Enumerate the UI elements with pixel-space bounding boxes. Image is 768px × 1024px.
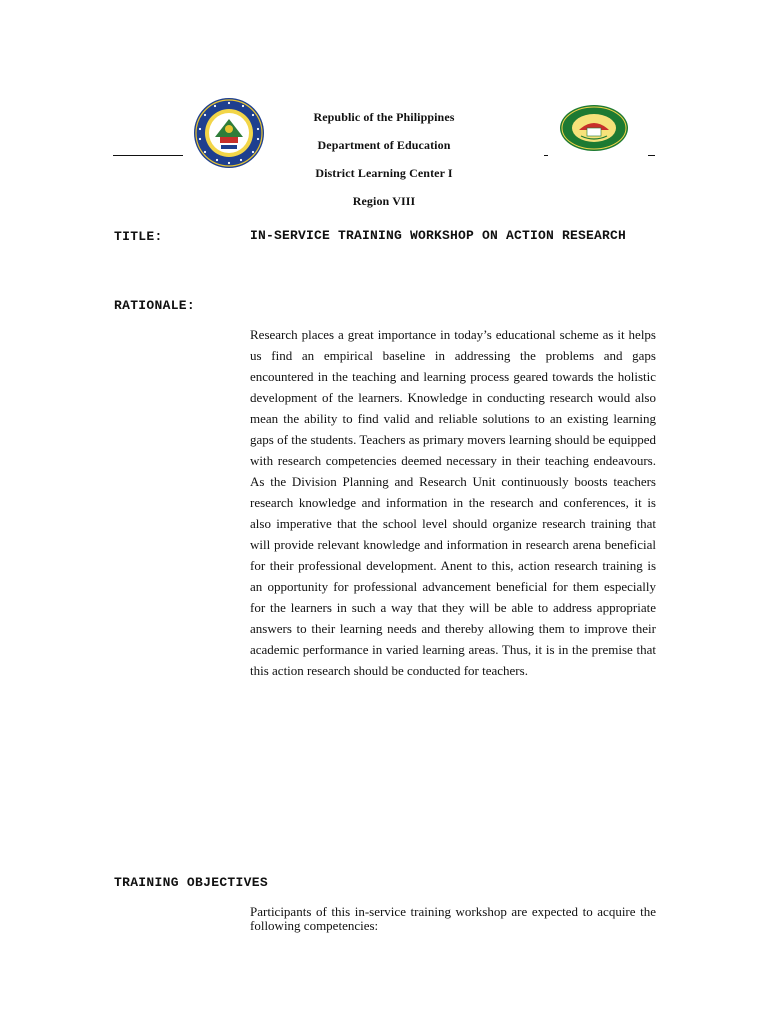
- rationale-paragraph: Research places a great importance in today’s educational scheme as it helps us find an empirical baseline in addressing the problems and gaps encountered in the teaching and learning process geared towards the holistic development of the learners. Knowledge in conducting research would also mean the ability to find valid and reliable solutions to an existing learning gaps of the students. Teachers as primary movers learning should be equipped with research competencies deemed necessary in their teaching endeavours. As the Division Planning and Research Unit continuously boosts teachers research knowledge and information in the research and conferences, it is also imperative that the school level should organize research training that will provide relevant knowledge and information in research arena beneficial for their professional development. Anent to this, action research training is an opportunity for professional advancement beneficial for them especially for the learners in such a way that they will be able to address appropriate answers to their learning needs and thereby allowing them to improve their academic performance in varied learning areas. Thus, it is in the premise that this action research should be conducted for teachers.: [250, 327, 656, 678]
- header-rule-mid: [544, 155, 548, 156]
- rationale-label: RATIONALE:: [114, 298, 196, 313]
- training-objectives-label: TRAINING OBJECTIVES: [114, 875, 268, 890]
- header-department: Department of Education: [317, 138, 451, 152]
- school-seal-logo: [559, 104, 629, 152]
- document-title: IN-SERVICE TRAINING WORKSHOP ON ACTION RESEARCH: [250, 228, 627, 243]
- header-region: Region VIII: [352, 194, 416, 208]
- header-rule-right: [648, 155, 655, 156]
- header-republic: Republic of the Philippines: [313, 110, 455, 124]
- division-seal-logo: [193, 97, 265, 169]
- header-rule-left: [113, 155, 183, 156]
- header-district: District Learning Center I: [315, 166, 453, 180]
- title-label: TITLE:: [114, 229, 163, 244]
- objectives-intro-paragraph: Participants of this in-service training workshop are expected to acquire the following competencies:: [250, 904, 656, 933]
